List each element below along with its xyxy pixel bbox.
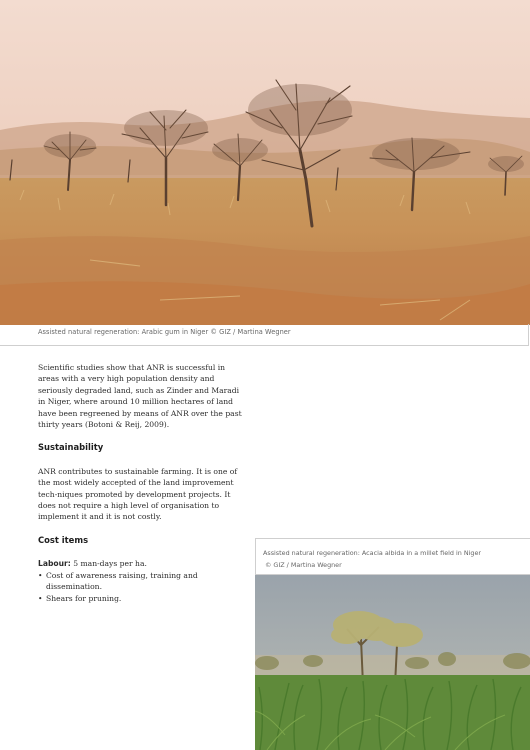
sustainability-heading: Sustainability xyxy=(38,442,104,453)
bullet-text: Shears for pruning. xyxy=(46,593,122,603)
cost-items-heading: Cost items xyxy=(38,534,89,545)
arabic-gum-photo xyxy=(0,0,530,325)
bottom-caption-line2: © GIZ / Martina Wegner xyxy=(265,560,342,569)
bullet-icon: • xyxy=(38,570,43,580)
bottom-caption-line1: Assisted natural regeneration: Acacia albida in a millet field in Niger xyxy=(263,549,482,557)
labour-line xyxy=(38,558,243,569)
sustainability-paragraph: ANR contributes to sustainable farming. It is one of the most widely accepted of the land improvement tech-niques promoted by development projects. It does not require a high level of organisation to implement it and it is not costly. xyxy=(38,466,238,522)
bullet-icon: • xyxy=(38,593,43,603)
bullet-text: Cost of awareness raising, training and dissemination. xyxy=(46,570,198,592)
top-photo-caption: Assisted natural regeneration: Arabic gum in Niger © GIZ / Martina Wegner xyxy=(38,328,291,336)
list-item xyxy=(38,570,243,593)
main-text-column xyxy=(38,362,243,604)
acacia-millet-photo xyxy=(255,575,530,750)
bottom-photo-caption xyxy=(263,548,525,571)
list-item xyxy=(38,593,243,604)
labour-label: Labour: xyxy=(38,559,71,569)
intro-paragraph: Scientific studies show that ANR is successful in areas with a very high population density and seriously degraded land, such as Zinder and Maradi in Niger, where around 10 million hectares of land have been regreened by means of ANR over the past thirty years (Botoni & Reij, 2009). xyxy=(38,363,242,430)
labour-value: 5 man-days per ha. xyxy=(73,559,147,569)
